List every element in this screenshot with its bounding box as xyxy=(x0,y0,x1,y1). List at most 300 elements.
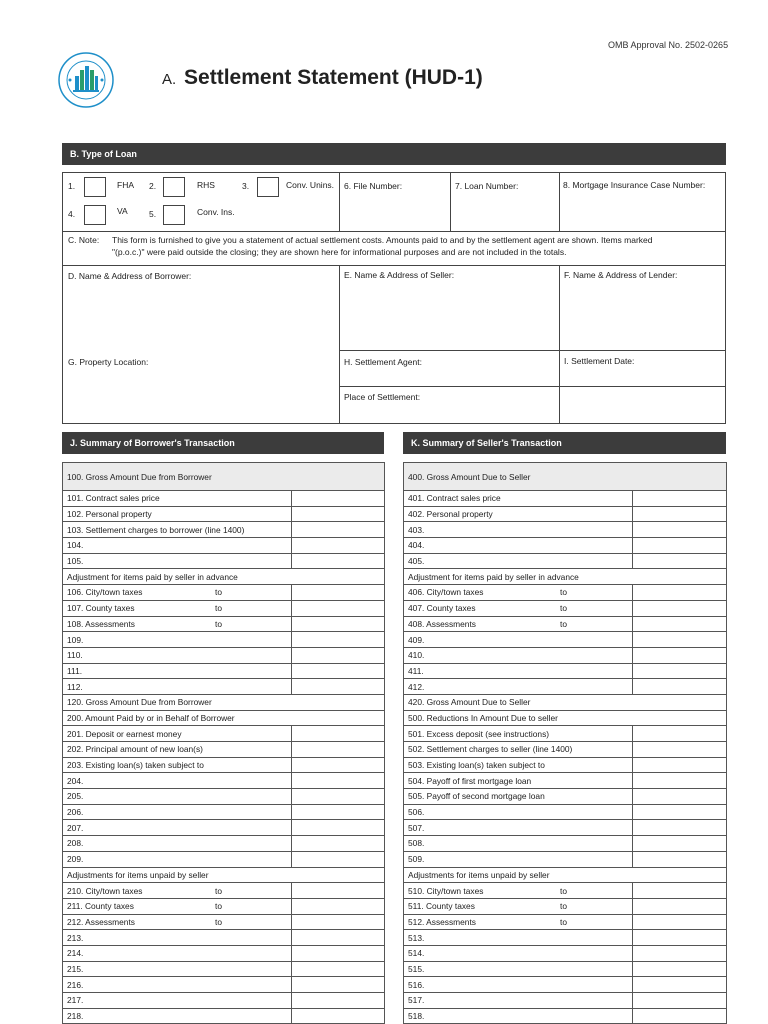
amount-cell[interactable] xyxy=(633,757,727,773)
amount-cell[interactable] xyxy=(292,804,385,820)
amount-cell[interactable] xyxy=(633,898,727,914)
table-row xyxy=(63,757,385,773)
row-label: Adjustment for items paid by seller in advance xyxy=(408,571,579,582)
row-label: 409. xyxy=(408,634,425,645)
table-row xyxy=(404,663,727,679)
row-label-cell xyxy=(63,914,292,930)
table-row xyxy=(63,789,385,805)
seller-label: E. Name & Address of Seller: xyxy=(344,270,455,280)
table-row xyxy=(404,506,727,522)
row-label: 200. Amount Paid by or in Behalf of Borrower xyxy=(67,712,235,723)
amount-cell[interactable] xyxy=(633,616,727,632)
row-label-cell xyxy=(63,977,292,993)
amount-cell[interactable] xyxy=(633,538,727,554)
row-label-cell xyxy=(63,538,292,554)
row-label: 503. Existing loan(s) taken subject to xyxy=(408,760,545,771)
row-label-cell xyxy=(63,961,292,977)
loan-type-va: VA xyxy=(117,206,128,216)
row-label: 105. xyxy=(67,556,84,567)
table-row xyxy=(404,757,727,773)
row-label: 120. Gross Amount Due from Borrower xyxy=(67,697,212,708)
amount-cell[interactable] xyxy=(292,914,385,930)
row-label: 213. xyxy=(67,932,84,943)
section-k-header: K. Summary of Seller's Transaction xyxy=(403,432,726,454)
table-row xyxy=(404,463,727,491)
table-row xyxy=(63,569,385,585)
table-row xyxy=(63,585,385,601)
amount-cell[interactable] xyxy=(292,836,385,852)
row-label-cell xyxy=(63,804,292,820)
amount-cell[interactable] xyxy=(292,600,385,616)
amount-cell[interactable] xyxy=(633,804,727,820)
row-label: 216. xyxy=(67,979,84,990)
omb-approval: OMB Approval No. 2502-0265 xyxy=(608,40,729,50)
table-row xyxy=(404,585,727,601)
table-row xyxy=(63,993,385,1009)
row-label-cell xyxy=(404,616,633,632)
table-row xyxy=(404,977,727,993)
row-label-cell xyxy=(404,742,633,758)
table-row xyxy=(404,851,727,867)
row-label: 110. xyxy=(67,650,83,661)
row-label-cell xyxy=(404,694,727,710)
checkbox-fha[interactable] xyxy=(84,177,106,197)
note-line-1: This form is furnished to give you a statement of actual settlement costs. Amounts paid to and by the settlement agent are shown. Items marked xyxy=(112,235,653,245)
row-to-label: to xyxy=(215,603,222,614)
section-letter-a: A. xyxy=(162,71,177,88)
amount-cell[interactable] xyxy=(633,553,727,569)
table-row xyxy=(63,600,385,616)
amount-cell[interactable] xyxy=(633,789,727,805)
section-j-header: J. Summary of Borrower's Transaction xyxy=(62,432,384,454)
row-label-cell xyxy=(404,522,633,538)
row-label: 208. xyxy=(67,838,84,849)
row-label-cell xyxy=(63,522,292,538)
row-label: 405. xyxy=(408,556,425,567)
table-row xyxy=(63,522,385,538)
row-label: 210. City/town taxes xyxy=(67,885,143,896)
table-row xyxy=(63,773,385,789)
amount-cell[interactable] xyxy=(292,522,385,538)
table-row xyxy=(404,679,727,695)
table-row xyxy=(63,820,385,836)
row-label-cell xyxy=(63,867,385,883)
checkbox-rhs[interactable] xyxy=(163,177,185,197)
row-label: 407. County taxes xyxy=(408,603,476,614)
loan-type-5-num: 5. xyxy=(149,209,157,219)
row-label: 203. Existing loan(s) taken subject to xyxy=(67,760,204,771)
row-label: 207. xyxy=(67,822,84,833)
table-row xyxy=(404,742,727,758)
row-label: 507. xyxy=(408,822,425,833)
amount-cell[interactable] xyxy=(292,663,385,679)
amount-cell[interactable] xyxy=(292,679,385,695)
table-row xyxy=(404,820,727,836)
table-row xyxy=(404,491,727,507)
row-label: 513. xyxy=(408,932,425,943)
amount-cell[interactable] xyxy=(633,632,727,648)
row-label: 506. xyxy=(408,807,425,818)
seller-summary-table xyxy=(403,462,727,1024)
row-label-cell xyxy=(404,647,633,663)
row-label-cell xyxy=(63,600,292,616)
row-label-cell xyxy=(63,930,292,946)
row-label-cell xyxy=(404,553,633,569)
row-label-cell xyxy=(63,945,292,961)
row-label-cell xyxy=(404,820,633,836)
row-label: 100. Gross Amount Due from Borrower xyxy=(67,471,212,482)
row-to-label: to xyxy=(215,885,222,896)
table-row xyxy=(63,538,385,554)
amount-cell[interactable] xyxy=(292,632,385,648)
row-label-cell xyxy=(404,538,633,554)
row-label: 515. xyxy=(408,963,425,974)
loan-type-conv-ins: Conv. Ins. xyxy=(197,207,235,217)
table-row xyxy=(63,647,385,663)
table-row xyxy=(404,710,727,726)
row-label: 508. xyxy=(408,838,425,849)
table-row xyxy=(404,553,727,569)
row-label: Adjustments for items unpaid by seller xyxy=(408,869,550,880)
row-label-cell xyxy=(63,742,292,758)
row-label-cell xyxy=(404,463,727,491)
row-label-cell xyxy=(63,647,292,663)
row-label: 406. City/town taxes xyxy=(408,587,484,598)
table-row xyxy=(404,930,727,946)
row-label: 518. xyxy=(408,1011,425,1022)
row-label: 505. Payoff of second mortgage loan xyxy=(408,791,545,802)
row-label-cell xyxy=(63,898,292,914)
row-label: 514. xyxy=(408,948,425,959)
row-label-cell xyxy=(63,993,292,1009)
row-label: 410. xyxy=(408,650,425,661)
table-row xyxy=(404,647,727,663)
table-row xyxy=(404,632,727,648)
amount-cell[interactable] xyxy=(633,1008,727,1024)
amount-cell[interactable] xyxy=(633,820,727,836)
amount-cell[interactable] xyxy=(292,726,385,742)
row-label-cell xyxy=(404,961,633,977)
row-label-cell xyxy=(404,977,633,993)
amount-cell[interactable] xyxy=(292,930,385,946)
row-label-cell xyxy=(404,491,633,507)
loan-type-3-num: 3. xyxy=(242,181,250,191)
row-label: 420. Gross Amount Due to Seller xyxy=(408,697,531,708)
row-label-cell xyxy=(63,553,292,569)
table-row xyxy=(404,616,727,632)
row-label: 106. City/town taxes xyxy=(67,587,143,598)
amount-cell[interactable] xyxy=(633,742,727,758)
row-label: 402. Personal property xyxy=(408,509,493,520)
amount-cell[interactable] xyxy=(633,506,727,522)
row-to-label: to xyxy=(215,901,222,912)
row-to-label: to xyxy=(560,618,567,629)
table-row xyxy=(63,491,385,507)
row-label: 211. County taxes xyxy=(67,901,134,912)
mortgage-case-label: 8. Mortgage Insurance Case Number: xyxy=(563,180,706,190)
amount-cell[interactable] xyxy=(292,993,385,1009)
row-label: 204. xyxy=(67,775,84,786)
row-label-cell xyxy=(404,789,633,805)
table-row xyxy=(404,538,727,554)
row-label: 516. xyxy=(408,979,425,990)
amount-cell[interactable] xyxy=(292,647,385,663)
table-row xyxy=(404,600,727,616)
table-row xyxy=(404,945,727,961)
row-label: 108. Assessments xyxy=(67,618,135,629)
amount-cell[interactable] xyxy=(633,663,727,679)
row-to-label: to xyxy=(215,916,222,927)
table-row xyxy=(63,742,385,758)
row-label-cell xyxy=(404,726,633,742)
table-row xyxy=(63,883,385,899)
row-label-cell xyxy=(404,945,633,961)
row-to-label: to xyxy=(560,587,567,598)
table-row xyxy=(63,679,385,695)
amount-cell[interactable] xyxy=(633,726,727,742)
row-label-cell xyxy=(63,757,292,773)
row-label-cell xyxy=(63,585,292,601)
table-row xyxy=(404,789,727,805)
borrower-summary-table xyxy=(62,462,385,1024)
checkbox-conv-unins[interactable] xyxy=(257,177,279,197)
row-label: 509. xyxy=(408,854,425,865)
property-location-label: G. Property Location: xyxy=(68,357,149,367)
row-label: 403. xyxy=(408,524,425,535)
row-label: 112. xyxy=(67,681,83,692)
table-row xyxy=(404,773,727,789)
table-row xyxy=(63,710,385,726)
row-label-cell xyxy=(404,663,633,679)
row-label: 201. Deposit or earnest money xyxy=(67,728,182,739)
row-label-cell xyxy=(63,726,292,742)
loan-type-2-num: 2. xyxy=(149,181,157,191)
row-label-cell xyxy=(63,463,385,491)
row-label: 104. xyxy=(67,540,84,551)
row-label-cell xyxy=(404,883,633,899)
amount-cell[interactable] xyxy=(633,600,727,616)
amount-cell[interactable] xyxy=(633,647,727,663)
row-label: Adjustment for items paid by seller in advance xyxy=(67,571,238,582)
row-label: 109. xyxy=(67,634,84,645)
table-row xyxy=(404,993,727,1009)
row-label: 218. xyxy=(67,1011,84,1022)
row-label-cell xyxy=(404,569,727,585)
amount-cell[interactable] xyxy=(633,851,727,867)
row-label-cell xyxy=(404,773,633,789)
loan-type-4-num: 4. xyxy=(68,209,76,219)
amount-cell[interactable] xyxy=(633,945,727,961)
amount-cell[interactable] xyxy=(633,961,727,977)
row-label: 408. Assessments xyxy=(408,618,476,629)
row-label-cell xyxy=(63,820,292,836)
loan-number-label: 7. Loan Number: xyxy=(455,181,519,191)
row-label: 511. County taxes xyxy=(408,901,475,912)
row-label: 206. xyxy=(67,807,84,818)
row-label-cell xyxy=(63,851,292,867)
row-label: 512. Assessments xyxy=(408,916,476,927)
amount-cell[interactable] xyxy=(292,585,385,601)
table-row xyxy=(404,726,727,742)
amount-cell[interactable] xyxy=(633,773,727,789)
row-label: 205. xyxy=(67,791,84,802)
row-label-cell xyxy=(63,789,292,805)
borrower-label: D. Name & Address of Borrower: xyxy=(68,271,192,281)
amount-cell[interactable] xyxy=(633,491,727,507)
row-label: 214. xyxy=(67,948,84,959)
table-row xyxy=(404,522,727,538)
amount-cell[interactable] xyxy=(292,977,385,993)
title-text: Settlement Statement (HUD-1) xyxy=(184,66,483,89)
row-label-cell xyxy=(63,569,385,585)
table-row xyxy=(404,867,727,883)
row-label: 101. Contract sales price xyxy=(67,493,160,504)
table-row xyxy=(63,506,385,522)
table-row xyxy=(63,977,385,993)
row-label: 510. City/town taxes xyxy=(408,885,484,896)
row-label-cell xyxy=(63,663,292,679)
section-b-header: B. Type of Loan xyxy=(62,143,726,165)
row-label-cell xyxy=(404,757,633,773)
amount-cell[interactable] xyxy=(292,820,385,836)
amount-cell[interactable] xyxy=(633,883,727,899)
checkbox-va[interactable] xyxy=(84,205,106,225)
note-line-2: "(p.o.c.)" were paid outside the closing; they are shown here for informational purposes and are not included in the totals. xyxy=(112,247,567,257)
amount-cell[interactable] xyxy=(633,914,727,930)
table-row xyxy=(63,553,385,569)
row-label: 504. Payoff of first mortgage loan xyxy=(408,775,532,786)
row-label-cell xyxy=(404,914,633,930)
loan-type-1-num: 1. xyxy=(68,181,76,191)
loan-type-fha: FHA xyxy=(117,180,134,190)
row-label-cell xyxy=(404,506,633,522)
row-label-cell xyxy=(404,804,633,820)
amount-cell[interactable] xyxy=(292,851,385,867)
lender-label: F. Name & Address of Lender: xyxy=(564,270,678,280)
amount-cell[interactable] xyxy=(292,742,385,758)
amount-cell[interactable] xyxy=(633,836,727,852)
row-label: 411. xyxy=(408,665,424,676)
amount-cell[interactable] xyxy=(292,553,385,569)
row-label: 111. xyxy=(67,665,83,676)
row-label: 500. Reductions In Amount Due to seller xyxy=(408,712,558,723)
table-row xyxy=(63,616,385,632)
table-row xyxy=(63,851,385,867)
row-label-cell xyxy=(404,993,633,1009)
amount-cell[interactable] xyxy=(292,491,385,507)
loan-type-conv-unins: Conv. Unins. xyxy=(286,180,335,190)
settlement-agent-label: H. Settlement Agent: xyxy=(344,357,422,367)
row-label-cell xyxy=(63,883,292,899)
table-row xyxy=(404,694,727,710)
table-row xyxy=(404,804,727,820)
row-label-cell xyxy=(404,898,633,914)
table-row xyxy=(63,836,385,852)
table-row xyxy=(404,898,727,914)
row-label: 217. xyxy=(67,995,84,1006)
row-label-cell xyxy=(63,491,292,507)
amount-cell[interactable] xyxy=(633,930,727,946)
row-label-cell xyxy=(404,930,633,946)
row-label: 412. xyxy=(408,681,425,692)
row-label: 107. County taxes xyxy=(67,603,135,614)
checkbox-conv-ins[interactable] xyxy=(163,205,185,225)
table-row xyxy=(404,836,727,852)
table-row xyxy=(63,867,385,883)
amount-cell[interactable] xyxy=(633,993,727,1009)
row-label-cell xyxy=(63,506,292,522)
row-to-label: to xyxy=(215,587,222,598)
row-label: 215. xyxy=(67,963,84,974)
amount-cell[interactable] xyxy=(292,945,385,961)
table-row xyxy=(404,914,727,930)
row-label-cell xyxy=(404,867,727,883)
table-row xyxy=(63,632,385,648)
row-label-cell xyxy=(404,710,727,726)
row-label: 212. Assessments xyxy=(67,916,135,927)
amount-cell[interactable] xyxy=(292,961,385,977)
row-label: 202. Principal amount of new loan(s) xyxy=(67,744,203,755)
row-label-cell xyxy=(404,679,633,695)
row-label: 502. Settlement charges to seller (line 1400) xyxy=(408,744,573,755)
table-row xyxy=(63,898,385,914)
row-label-cell xyxy=(63,679,292,695)
amount-cell[interactable] xyxy=(292,757,385,773)
row-label: 401. Contract sales price xyxy=(408,493,501,504)
table-row xyxy=(404,569,727,585)
table-row xyxy=(404,961,727,977)
row-label-cell xyxy=(63,710,385,726)
table-row xyxy=(63,914,385,930)
row-label-cell xyxy=(404,600,633,616)
table-row xyxy=(63,804,385,820)
amount-cell[interactable] xyxy=(633,585,727,601)
amount-cell[interactable] xyxy=(292,773,385,789)
amount-cell[interactable] xyxy=(292,883,385,899)
table-row xyxy=(63,663,385,679)
row-to-label: to xyxy=(560,603,567,614)
amount-cell[interactable] xyxy=(292,616,385,632)
file-number-label: 6. File Number: xyxy=(344,181,403,191)
row-to-label: to xyxy=(560,885,567,896)
table-row xyxy=(63,694,385,710)
amount-cell[interactable] xyxy=(633,522,727,538)
row-label: 404. xyxy=(408,540,425,551)
row-to-label: to xyxy=(560,916,567,927)
row-label: 501. Excess deposit (see instructions) xyxy=(408,728,550,739)
row-label: 209. xyxy=(67,854,84,865)
row-label-cell xyxy=(63,694,385,710)
row-label: 103. Settlement charges to borrower (line 1400) xyxy=(67,524,245,535)
table-row xyxy=(63,1008,385,1024)
amount-cell[interactable] xyxy=(292,898,385,914)
amount-cell[interactable] xyxy=(633,679,727,695)
amount-cell[interactable] xyxy=(292,538,385,554)
row-label-cell xyxy=(404,1008,633,1024)
row-label-cell xyxy=(63,773,292,789)
amount-cell[interactable] xyxy=(292,789,385,805)
table-row xyxy=(63,930,385,946)
amount-cell[interactable] xyxy=(292,506,385,522)
row-label-cell xyxy=(63,632,292,648)
place-of-settlement-label: Place of Settlement: xyxy=(344,392,421,402)
row-label-cell xyxy=(404,851,633,867)
table-row xyxy=(63,463,385,491)
row-label-cell xyxy=(404,585,633,601)
amount-cell[interactable] xyxy=(633,977,727,993)
amount-cell[interactable] xyxy=(292,1008,385,1024)
row-label-cell xyxy=(404,632,633,648)
